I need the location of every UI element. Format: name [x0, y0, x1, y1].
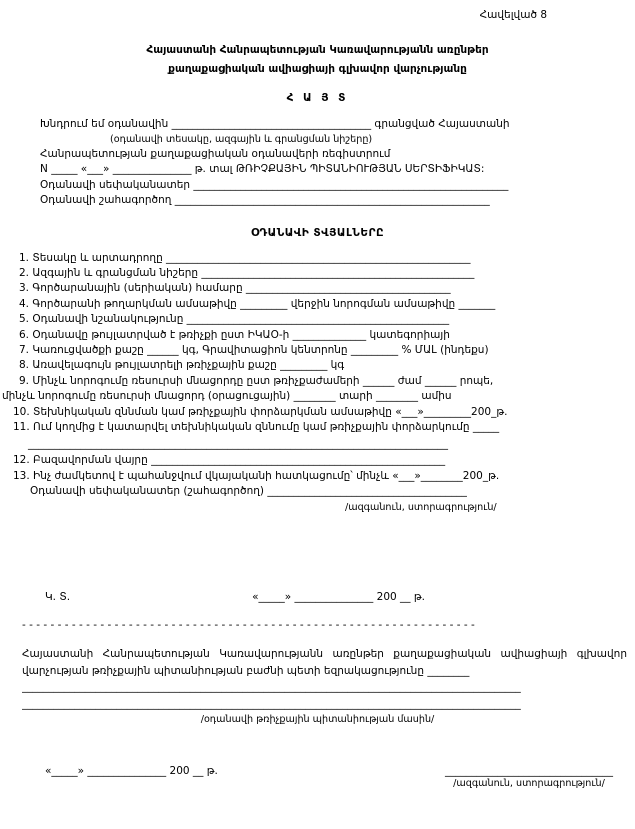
aircraft-owner-line: Օդանավի սեփականատեր ____________________________________________________________	[40, 178, 509, 191]
detail-item-1-type-manufacturer: 1. Տեսակը և արտադրողը __________________________________________________________	[19, 251, 471, 264]
conclusion-blank-line-2: _______________________________________________________________________________________________	[22, 698, 521, 710]
detail-item-10-inspection-date: 10. Տեխնիկական զննման կամ թռիչքային փորձարկման ամսաթիվը «___»_________200_թ.	[13, 405, 508, 418]
detail-item-13-certificate-term: 13. Ինչ ժամկետով է պահանջվում վկայականի հատկացումը՝ մինչև «___»________200_թ.	[13, 469, 500, 482]
final-signature-underline: ________________________________	[445, 765, 613, 777]
intro-request-line: Խնդրում եմ օդանավին ______________________________________ գրանցված Հայաստանի	[40, 118, 510, 130]
detail-item-4-manufacture-date: 4. Գործարանի թողարկման ամսաթիվը _________ վերջին նորոգման ամսաթիվը _______	[19, 297, 496, 310]
detail-item-2-registration-marks: 2. Ազգային և գրանցման նիշերը ____________________________________________________	[19, 266, 475, 279]
intro-section	[40, 117, 611, 209]
conclusion-paragraph: Հայաստանի Հանրապետության Կառավարությանն առընթեր քաղաքացիական ավիացիայի գլխավոր վարչության թռիչքային պիտանիության բաժնի պետի եզրակացությունը ________	[22, 648, 627, 677]
section-heading-aircraft-data: ՕԴԱՆԱՎԻ ՏՎՅԱԼՆԵՐԸ	[250, 226, 385, 239]
aircraft-details-list	[0, 251, 629, 516]
header-line-1: Հայաստանի Հանրապետության Կառավարությանն առընթեր	[146, 44, 489, 56]
detail-item-8-max-takeoff-weight: 8. Առավելագույն թույլատրելի թռիչքային քաշը _________ կգ	[19, 359, 345, 372]
final-signature-caption: /ազգանուն, ստորագրություն/	[453, 778, 605, 789]
detail-item-7-structure-weight: 7. Կառուցվածքի քաշը ______ կգ, Գրավիտացիոն կենտրոնը _________ % ՄԱԼ (ինդեքս)	[19, 343, 489, 356]
final-signature-block	[445, 765, 613, 791]
conclusion-caption: /օդանավի թռիչքային պիտանիության մասին/	[200, 714, 435, 725]
appendix-label: Հավելված 8	[479, 9, 547, 21]
detail-item-11-continuation-line: ________________________________________________________________________________	[28, 438, 448, 451]
form-header	[0, 41, 635, 79]
header-line-2: քաղաքացիական ավիացիայի գլխավոր վարչությանը	[168, 63, 467, 75]
form-title: Հ Ա Յ Տ	[286, 92, 349, 104]
owner-operator-signature-line: Օդանավի սեփականատեր (շահագործող) ______________________________________	[30, 485, 467, 498]
seal-row	[0, 591, 635, 603]
intro-register-line: Հանրապետության քաղաքացիական օդանավերի ռեգիստրում	[40, 147, 391, 160]
detail-item-12-base-location: 12. Բազավորման վայրը ________________________________________________________	[13, 454, 446, 467]
detail-item-11-inspected-by: 11. Ում կողմից է կատարվել տեխնիկական զննումը կամ թռիչքային փորձարկումը _____	[13, 420, 500, 433]
detail-item-3-serial-number: 3. Գործարանային (սերիական) համարը _______________________________________	[19, 282, 451, 295]
detail-item-9-resource-remainder: 9. Մինչև նորոգումը ռեսուրսի մնացորդը ըստ թռիչքաժամերի ______ ժամ ______ րոպե,	[19, 374, 494, 387]
aircraft-operator-line: Օդանավի շահագործող ____________________________________________________________	[40, 194, 490, 206]
final-date-line: «_____» _______________ 200 __ թ.	[45, 765, 218, 777]
dashed-separator: - - - - - - - - - - - - - - - - - - - - - - - - - - - - - - - - - - - - - - - - - - - - - - - - - - - - - - - - - - - - - - - -	[22, 619, 475, 631]
detail-item-6-icao-category: 6. Օդանավը թույլատրված է թռիչքի ըստ ԻԿԱՕ-ի ______________ կատեգորիայի	[19, 328, 450, 341]
signature-caption: /ազգանուն, ստորագրություն/	[345, 501, 497, 513]
conclusion-blank-line-1: _______________________________________________________________________________________________	[22, 681, 521, 693]
intro-certificate-line: N _____ «___» _______________ թ. տալ ԹՌԻՉՔԱՅԻՆ ՊԻՏԱՆԻՈՒԹՅԱՆ ՍԵՐՏԻՖԻԿԱՏ:	[40, 163, 485, 175]
intro-blank-caption: (օդանավի տեսակը, ազգային և գրանցման նիշերը)	[110, 133, 373, 145]
seal-date-line: «_____» _______________ 200 __ թ.	[252, 591, 425, 603]
final-row	[0, 765, 635, 791]
seal-mark: Կ. Տ.	[45, 591, 71, 603]
detail-item-9-continuation: մինչև նորոգումը ռեսուրսի մնացորդ (օրացուցային) ________ տարի ________ ամիս	[2, 390, 452, 403]
detail-item-5-purpose: 5. Օդանավի նշանակությունը __________________________________________________	[19, 313, 450, 326]
